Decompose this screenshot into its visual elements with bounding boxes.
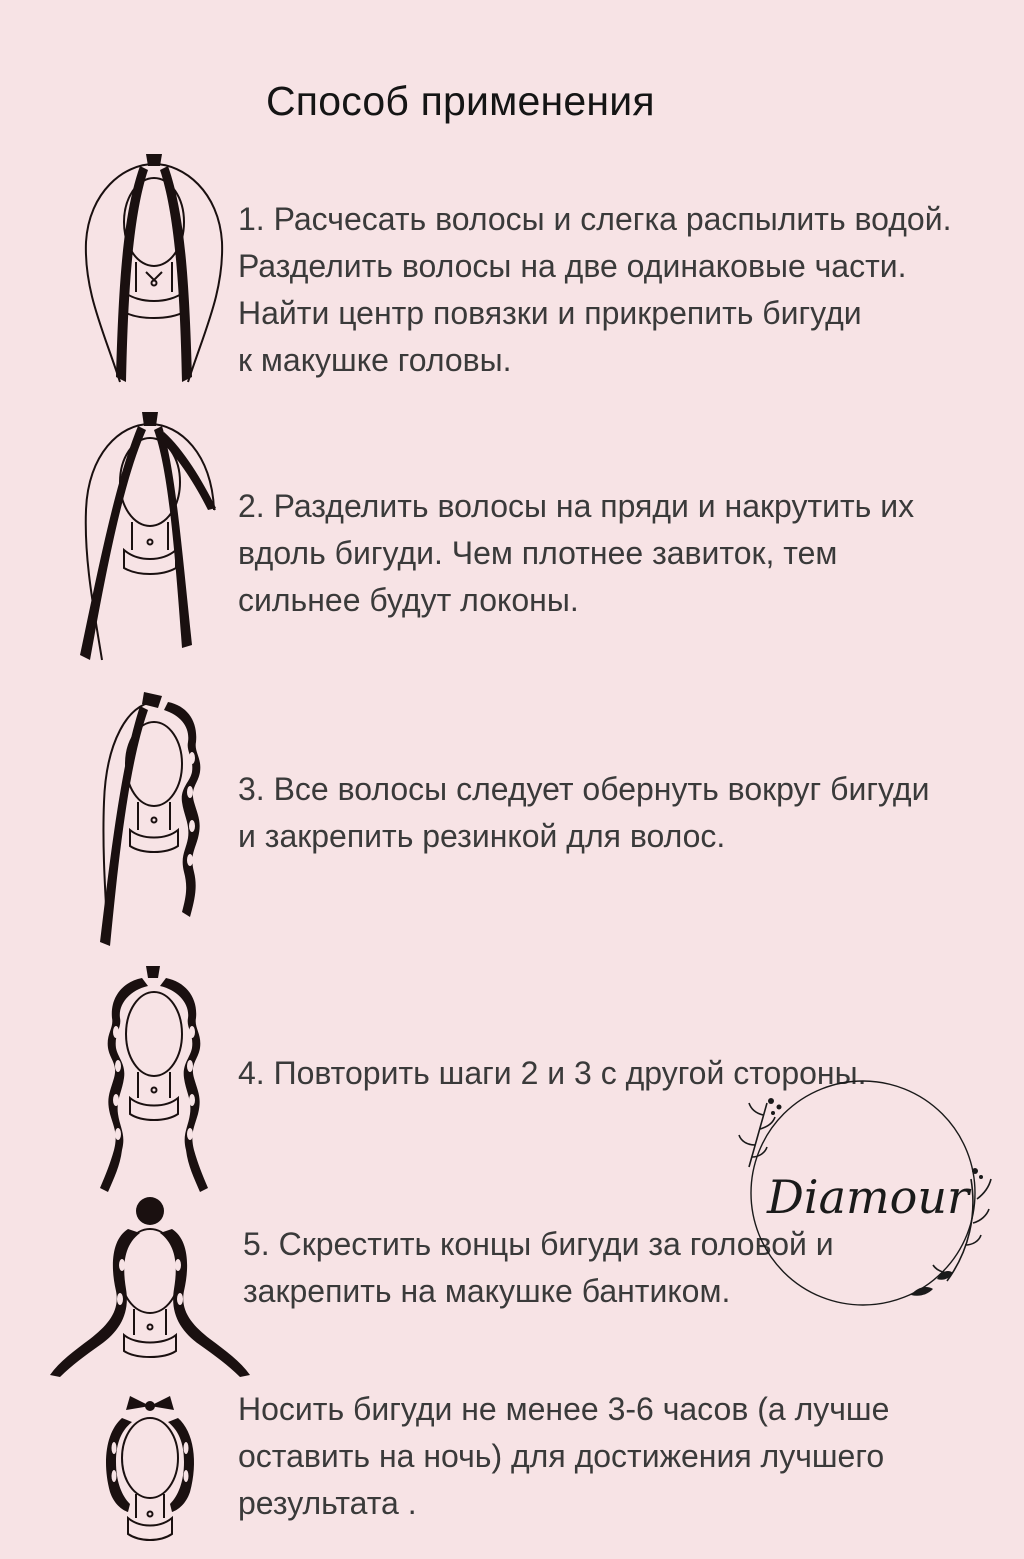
- step-line: к макушке головы.: [238, 342, 512, 378]
- step-line: Носить бигуди не менее 3-6 часов (а лучше: [238, 1391, 890, 1427]
- step-line: Найти центр повязки и прикрепить бигуди: [238, 295, 862, 331]
- head-twisted-both-sides-icon: [94, 966, 214, 1196]
- step-line: 4. Повторить шаги 2 и 3 с другой стороны.: [238, 1055, 867, 1091]
- step-line: вдоль бигуди. Чем плотнее завиток, тем: [238, 535, 838, 571]
- page-title: Способ применения: [266, 78, 655, 124]
- step-line: результата .: [238, 1485, 417, 1521]
- step-line: 2. Разделить волосы на пряди и накрутить их: [238, 488, 915, 524]
- brand-logo: [715, 1075, 1005, 1315]
- head-wrap-one-side-icon: [80, 410, 220, 665]
- step-line: и закрепить резинкой для волос.: [238, 818, 726, 854]
- step-line: 3. Все волосы следует обернуть вокруг бигуди: [238, 771, 930, 807]
- step-line: Разделить волосы на две одинаковые части.: [238, 248, 907, 284]
- head-bow-top-icon: [100, 1392, 200, 1552]
- step-line: 5. Скрестить концы бигуди за головой и: [243, 1226, 834, 1262]
- step-1-text: [238, 196, 951, 384]
- step-line: 1. Расчесать волосы и слегка распылить водой.: [238, 201, 952, 237]
- step-line: закрепить на макушке бантиком.: [243, 1273, 731, 1309]
- head-two-strands-icon: [84, 152, 224, 384]
- head-crossed-ends-icon: [50, 1195, 250, 1380]
- step-line: сильнее будут локоны.: [238, 582, 579, 618]
- step-6-text: [238, 1386, 889, 1527]
- head-twisted-one-side-icon: [98, 692, 218, 950]
- step-3-text: [238, 766, 929, 860]
- logo-text: Diamour: [767, 1170, 969, 1224]
- step-2-text: [238, 483, 914, 624]
- step-line: оставить на ночь) для достижения лучшего: [238, 1438, 885, 1474]
